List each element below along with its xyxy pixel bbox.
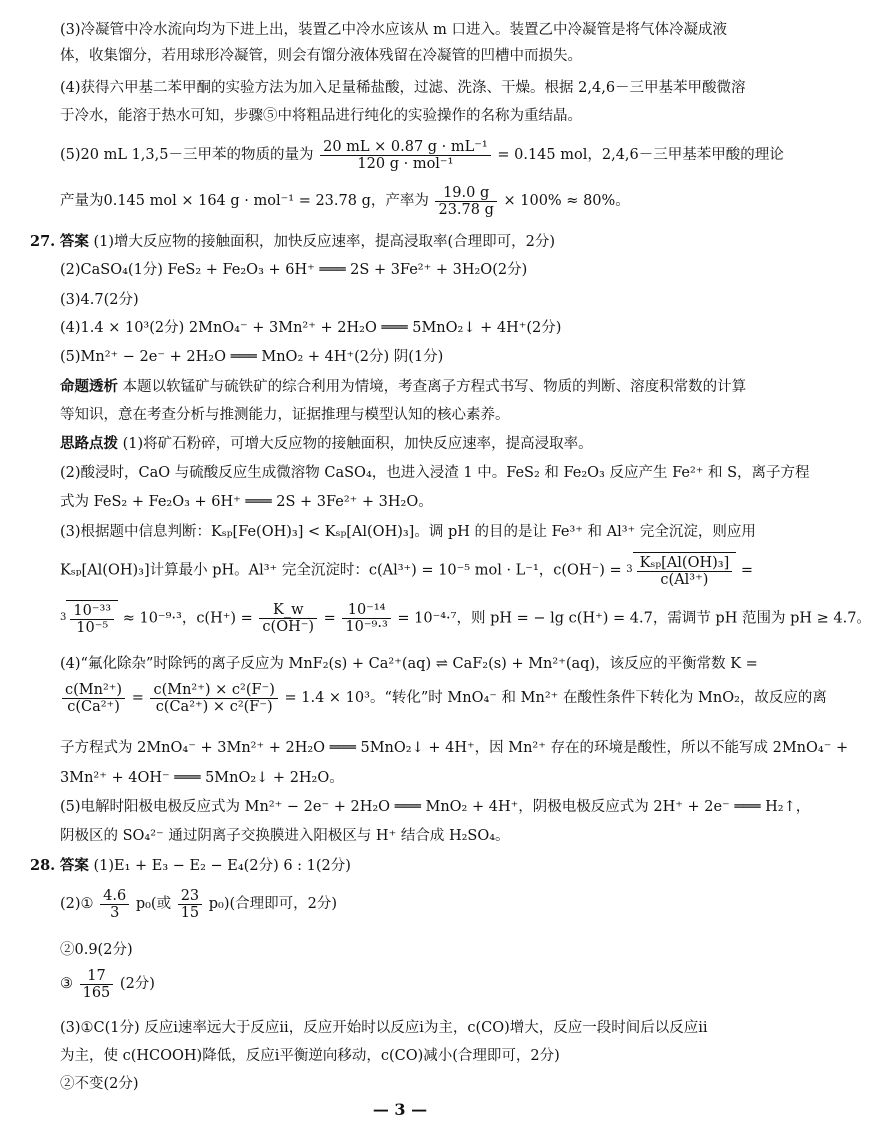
answer-text: (2)①: [60, 896, 94, 912]
q27-hint-4-line4: 3Mn²⁺ + 4OH⁻ ═══ 5MnO₂↓ + 2H₂O。: [60, 770, 344, 786]
ratio-answer-fraction: [80, 968, 114, 1001]
q27-hint-2-line2: 式为 FeS₂ + Fe₂O₃ + 6H⁺ ═══ 2S + 3Fe²⁺ + 3H₂O。: [60, 494, 433, 510]
mn-over-ca-fraction: [62, 682, 125, 715]
fraction-numerator: Kₛₚ[Al(OH)₃]: [637, 555, 733, 572]
fraction-numerator: 23: [178, 888, 202, 905]
cube-root-expression: [626, 552, 736, 589]
q26-yield-fraction: [435, 185, 496, 218]
ksp-over-c-fraction: [637, 555, 733, 588]
q27-hint-3-line3: [60, 600, 871, 637]
q28-answer-3-line2: 为主，使 c(HCOOH)降低，反应ⅰ平衡逆向移动，c(CO)减小(合理即可，2分): [60, 1048, 560, 1064]
q27-hint-4-line1: (4)“氟化除杂”时除钙的离子反应为 MnF₂(s) + Ca²⁺(aq) ⇌ CaF₂(s) + Mn²⁺(aq)，该反应的平衡常数 K =: [60, 656, 758, 672]
fraction-numerator: c(Mn²⁺) × c²(F⁻): [150, 682, 277, 699]
q27-hint-2-line1: (2)酸浸时，CaO 与硫酸反应生成微溶物 CaSO₄，也进入浸渣 1 中。FeS₂ 和 Fe₂O₃ 反应产生 Fe²⁺ 和 S，离子方程: [60, 465, 810, 481]
q26-part4-line1: (4)获得六甲基二苯甲酮的实验方法为加入足量稀盐酸，过滤、洗涤、干燥。根据 2,4,6－三甲基苯甲酸微溶: [60, 80, 746, 96]
answer-label: 答案: [59, 857, 89, 874]
page-number: — 3 —: [372, 1100, 428, 1119]
q26-part5-text-a: (5)20 mL 1,3,5－三甲苯的物质的量为: [60, 147, 314, 163]
pressure-fraction-a: [100, 888, 129, 921]
equals-sign: =: [323, 610, 336, 627]
q26-moles-fraction: [320, 139, 491, 172]
q26-part5-text-c: 产量为0.145 mol × 164 g · mol⁻¹ = 23.78 g，产率为: [60, 193, 429, 209]
fraction-denominator: c(Ca²⁺): [67, 698, 120, 715]
expanded-fraction: [150, 682, 277, 715]
answer-text: (2分): [119, 976, 155, 992]
hint-text: = 10⁻⁴·⁷，则 pH = − lg c(H⁺) = 4.7，需调节 pH 范围为 pH ≥ 4.7。: [397, 610, 871, 627]
kw-fraction: [259, 602, 317, 635]
fraction-numerator: 20 mL × 0.87 g · mL⁻¹: [320, 139, 491, 156]
fraction-numerator: 17: [80, 968, 114, 985]
q27-hint-5-line2: 阴极区的 SO₄²⁻ 通过阴离子交换膜进入阳极区与 H⁺ 结合成 H₂SO₄。: [60, 828, 510, 844]
fraction-numerator: 4.6: [100, 888, 129, 905]
q28-answer-heading: [30, 856, 770, 876]
answer-label: 答案: [59, 233, 89, 250]
root-body: [66, 600, 118, 637]
q28-answer-2-3: [60, 966, 770, 1002]
hint-text: ≈ 10⁻⁹·³，c(H⁺) =: [122, 610, 253, 627]
q28-answer-2-1: [60, 886, 770, 922]
root-index: 3: [626, 564, 633, 575]
q28-answer-1: (1)E₁ + E₃ − E₂ − E₄(2分) 6 : 1(2分): [93, 858, 351, 874]
q26-part5-text-b: = 0.145 mol，2,4,6－三甲基苯甲酸的理论: [497, 147, 784, 163]
q26-part5-text-d: × 100% ≈ 80%。: [503, 193, 630, 209]
q26-part3-line2: 体，收集馏分，若用球形冷凝管，则会有馏分液体残留在冷凝管的凹槽中而损失。: [60, 48, 582, 64]
root-body: [633, 552, 737, 589]
fraction-denominator: 10⁻⁵: [76, 619, 109, 636]
fraction-denominator: 165: [82, 984, 111, 1001]
q27-answer-5: (5)Mn²⁺ − 2e⁻ + 2H₂O ═══ MnO₂ + 4H⁺(2分) 阴(1分): [60, 349, 444, 365]
hint-text: = 1.4 × 10³。“转化”时 MnO₄⁻ 和 Mn²⁺ 在酸性条件下转化为 MnO₂，故反应的离: [284, 690, 827, 706]
q27-analysis-line1: [60, 377, 770, 397]
hint-text: =: [740, 562, 753, 579]
fraction-denominator: 3: [110, 904, 120, 921]
q27-hint-4-line2: [60, 680, 827, 716]
power-fraction: [342, 602, 390, 635]
q27-hint-4-line3: 子方程式为 2MnO₄⁻ + 3Mn²⁺ + 2H₂O ═══ 5MnO₂↓ + 4H⁺，因 Mn²⁺ 存在的环境是酸性，所以不能写成 2MnO₄⁻ +: [60, 740, 849, 756]
q26-part3-line1: (3)冷凝管中冷水流向均为下进上出，装置乙中冷水应该从 m 口进入。装置乙中冷凝管是将气体冷凝成液: [60, 22, 728, 38]
q27-answer-4: (4)1.4 × 10³(2分) 2MnO₄⁻ + 3Mn²⁺ + 2H₂O ═══ 5MnO₂↓ + 4H⁺(2分): [60, 320, 562, 336]
question-number: 28.: [30, 857, 56, 874]
fraction-numerator: 19.0 g: [435, 185, 496, 202]
fraction-denominator: c(Ca²⁺) × c²(F⁻): [155, 698, 273, 715]
q26-part5-line2: [60, 182, 770, 220]
fraction-denominator: 120 g · mol⁻¹: [357, 155, 454, 172]
fraction-numerator: K_w: [259, 602, 317, 619]
q27-answer-1: (1)增大反应物的接触面积，加快反应速率，提高浸取率(合理即可，2分): [93, 234, 556, 250]
equals-sign: =: [131, 690, 144, 706]
pressure-fraction-b: [178, 888, 202, 921]
q27-answer-2: (2)CaSO₄(1分) FeS₂ + Fe₂O₃ + 6H⁺ ═══ 2S + 3Fe²⁺ + 3H₂O(2分): [60, 262, 528, 278]
q28-answer-3-line3: ②不变(2分): [60, 1076, 139, 1092]
fraction-denominator: c(Al³⁺): [660, 571, 709, 588]
fraction-denominator: 10⁻⁹·³: [345, 619, 388, 635]
fraction-denominator: c(OH⁻): [262, 619, 315, 635]
hint-text: Kₛₚ[Al(OH)₃]计算最小 pH。Al³⁺ 完全沉淀时：c(Al³⁺) = 10⁻⁵ mol · L⁻¹，c(OH⁻) =: [60, 562, 622, 579]
cube-root-expression: [60, 600, 118, 637]
q27-answer-heading: [30, 232, 770, 252]
answer-text: p₀(或: [135, 896, 172, 912]
q27-answer-3: (3)4.7(2分): [60, 292, 139, 308]
answer-text: p₀)(合理即可，2分): [208, 896, 338, 912]
hint-text: (1)将矿石粉碎，可增大反应物的接触面积，加快反应速率，提高浸取率。: [122, 436, 593, 452]
root-index: 3: [60, 612, 67, 623]
fraction-numerator: 10⁻³³: [70, 603, 114, 620]
q28-answer-3-line1: (3)①C(1分) 反应ⅰ速率远大于反应ⅱ，反应开始时以反应ⅰ为主，c(CO)增大，反应一段时间后以反应ⅱ: [60, 1020, 708, 1036]
q27-hint-3-line1: (3)根据题中信息判断：Kₛₚ[Fe(OH)₃] < Kₛₚ[Al(OH)₃]。调 pH 的目的是让 Fe³⁺ 和 Al³⁺ 完全沉淀，则应用: [60, 524, 756, 540]
answer-text: ③: [60, 976, 73, 992]
fraction-denominator: 15: [180, 904, 200, 921]
fraction-denominator: 23.78 g: [438, 201, 494, 218]
fraction-numerator: c(Mn²⁺): [62, 682, 125, 699]
q27-hint-5-line1: (5)电解时阳极电极反应式为 Mn²⁺ − 2e⁻ + 2H₂O ═══ MnO₂ + 4H⁺，阴极电极反应式为 2H⁺ + 2e⁻ ═══ H₂↑，: [60, 799, 811, 815]
q27-hint-line1: [60, 434, 770, 454]
q26-part5-line1: [60, 136, 784, 174]
q28-answer-2-2: ②0.9(2分): [60, 942, 133, 958]
hint-label: 思路点拨: [60, 435, 118, 452]
ratio-fraction: [70, 603, 114, 636]
analysis-text: 本题以软锰矿与硫铁矿的综合利用为情境，考查离子方程式书写、物质的判断、溶度积常数的计算: [122, 379, 747, 395]
q26-part4-line2: 于冷水，能溶于热水可知，步骤⑤中将粗品进行纯化的实验操作的名称为重结晶。: [60, 108, 582, 124]
q27-analysis-line2: 等知识，意在考查分析与推测能力，证据推理与模型认知的核心素养。: [60, 407, 510, 423]
fraction-numerator: 10⁻¹⁴: [342, 602, 390, 619]
q27-hint-3-line2: [60, 552, 770, 589]
question-number: 27.: [30, 233, 56, 250]
analysis-label: 命题透析: [60, 378, 118, 395]
